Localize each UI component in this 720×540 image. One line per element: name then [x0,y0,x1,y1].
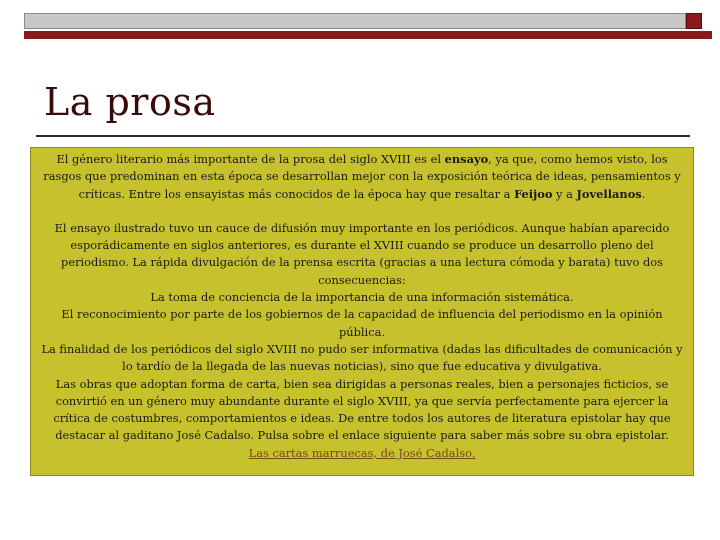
intro-paragraph [37,151,687,203]
intro-text-2: , ya que, como hemos visto, los rasgos que predominan en esta época se desarrollan mejor con la exposición teórica de ideas, pensamientos y críticas. Entre los ensayistas más conocidos de la época hay que resaltar a [43,152,681,201]
consequence-1: La toma de conciencia de la importancia de una información sistemática. [150,290,574,305]
term-ensayo: ensayo [444,152,489,166]
author-jovellanos: Jovellanos [576,186,642,201]
link-line [37,445,687,462]
top-decor-bar [24,13,686,29]
cartas-marruecas-link[interactable]: Las cartas marruecas, de José Cadalso. [248,445,476,460]
paragraph-periodicos: El ensayo ilustrado tuvo un cauce de difusión muy importante en los periódicos. Aunque habían aparecido esporádicamente en siglos anteriores, es durante el XVIII cuando se produce un desarrollo pleno del periodismo. La rápida divulgación de la prensa escrita (gracias a una lectura cómoda y barata) tuvo dos consecuencias: [54,220,670,287]
top-red-rule [24,31,712,39]
paragraph-finalidad: La finalidad de los periódicos del siglo XVIII no pudo ser informativa (dadas las dificultades de comunicación y lo tardío de la llegada de las nuevas noticias), sino que fue educativa y divulgativa. [41,341,683,374]
author-feijoo: Feijoo [514,186,553,201]
consequence-2: El reconocimiento por parte de los gobiernos de la capacidad de influencia del periodismo en la opinión pública. [61,307,663,339]
paragraph-cartas: Las obras que adoptan forma de carta, bien sea dirigidas a personas reales, bien a personajes ficticios, se convirtió en un género muy abundante durante el siglo XVIII, ya que servía perfectamente para ejercer la crítica de costumbres, comportamientos e ideas. De entre todos los autores de literatura epistolar hay que destacar al gaditano José Cadalso. Pulsa sobre el enlace siguiente para saber más sobre su obra epistolar. [53,376,671,443]
intro-text-3: y a [552,186,577,201]
content-box [30,147,694,476]
intro-text-1: El género literario más importante de la prosa del siglo XVIII es el [56,152,445,166]
paragraph-gap [37,203,687,220]
top-decor-square [686,13,702,29]
slide-title: La prosa [44,80,216,124]
intro-text-4: . [641,186,646,201]
title-underline [36,135,690,137]
